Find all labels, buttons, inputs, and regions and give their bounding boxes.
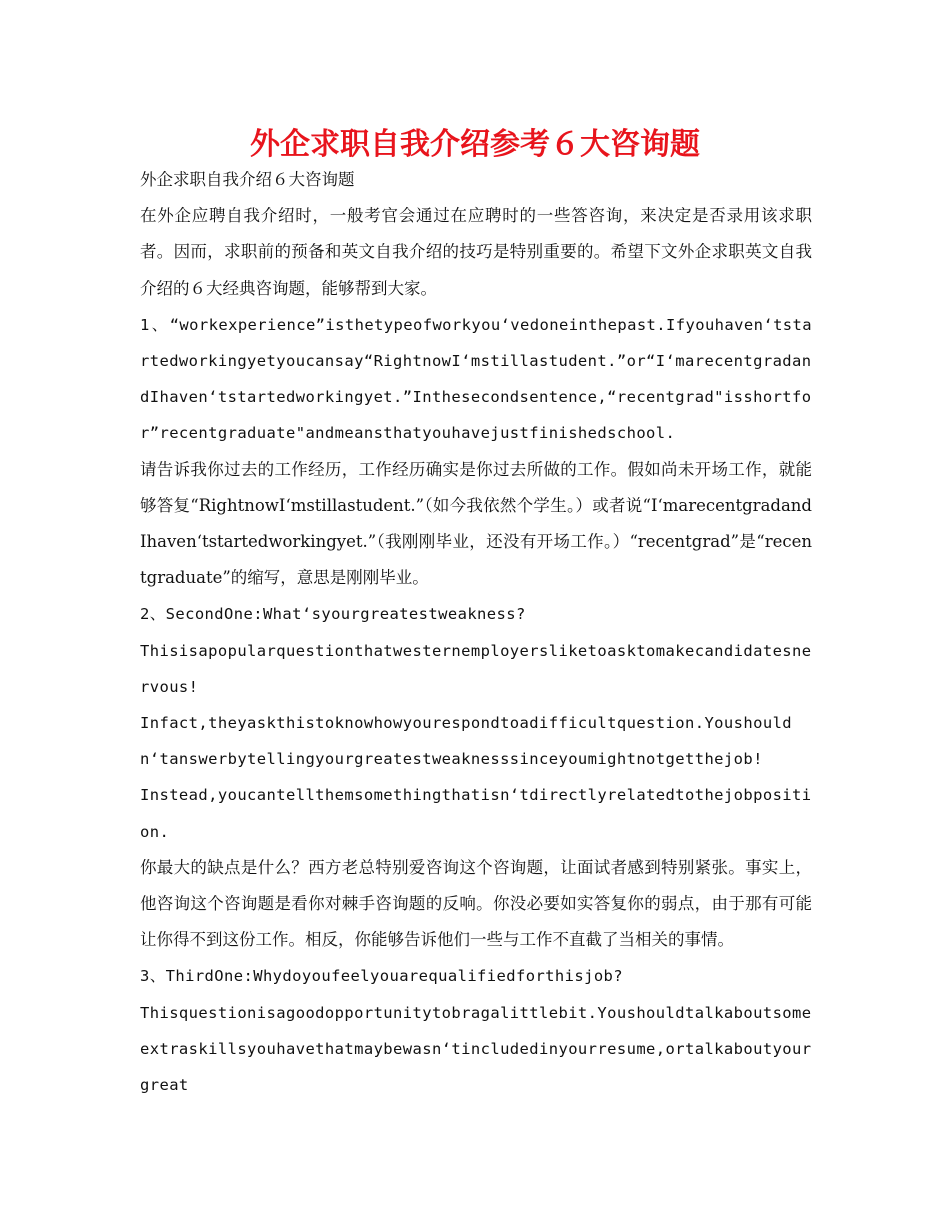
paragraph: Infact,theyaskthistoknowhowyourespondtoadifficultquestion.Youshouldn‘tanswerbytellingyourgreatestweaknesssinceyoumightnotgetthejob! (140, 714, 793, 769)
paragraph: 3、ThirdOne:Whydoyoufeelyouarequalifiedforthisjob? (140, 967, 624, 986)
document-body (140, 162, 812, 1103)
paragraph: Thisisapopularquestionthatwesternemployersliketoasktomakecandidatesnervous! (140, 641, 812, 696)
document-title: 外企求职自我介绍参考６大咨询题 (250, 127, 700, 162)
paragraph: 你最大的缺点是什么？西方老总特别爱咨询这个咨询题，让面试者感到特别紧张。事实上，他咨询这个咨询题是看你对棘手咨询题的反响。你没必要如实答复你的弱点，由于那有可能让你得不到这份工作。相反，你能够告诉他们一些与工作不直截了当相关的事情。 (140, 857, 812, 950)
paragraph: 1、“workexperience”isthetypeofworkyou‘vedoneinthepast.Ifyouhaven‘tstartedworkingyetyoucansay“RightnowI‘mstillastudent.”or“I‘marecentgradandIhaven‘tstartedworkingyet.”Inthesecondsentence,“recentgrad"isshortfor”recentgraduate"andmeansthatyouhavejustfinishedschool. (140, 315, 812, 443)
paragraph: 请告诉我你过去的工作经历，工作经历确实是你过去所做的工作。假如尚未开场工作，就能够答复“RightnowI‘mstillastudent.”（如今我依然个学生。）或者说“I‘marecentgradandIhaven‘tstartedworkingyet.”（我刚刚毕业，还没有开场工作。）“recentgrad”是“recentgraduate”的缩写，意思是刚刚毕业。 (140, 459, 812, 588)
paragraph: 2、SecondOne:What‘syourgreatestweakness? (140, 605, 526, 624)
paragraph: Thisquestionisagoodopportunitytobragalittlebit.Youshouldtalkaboutsomeextraskillsyouhavethatmaybewasn‘tincludedinyourresume,ortalkaboutyourgreat (140, 1003, 812, 1095)
paragraph: 在外企应聘自我介绍时，一般考官会通过在应聘时的一些答咨询，来决定是否录用该求职者。因而，求职前的预备和英文自我介绍的技巧是特别重要的。希望下文外企求职英文自我介绍的６大经典咨询题，能够帮到大家。 (140, 206, 812, 298)
paragraph: 外企求职自我介绍６大咨询题 (140, 170, 355, 189)
paragraph: Instead,youcantellthemsomethingthatisn‘tdirectlyrelatedtothejobposition. (140, 786, 812, 841)
